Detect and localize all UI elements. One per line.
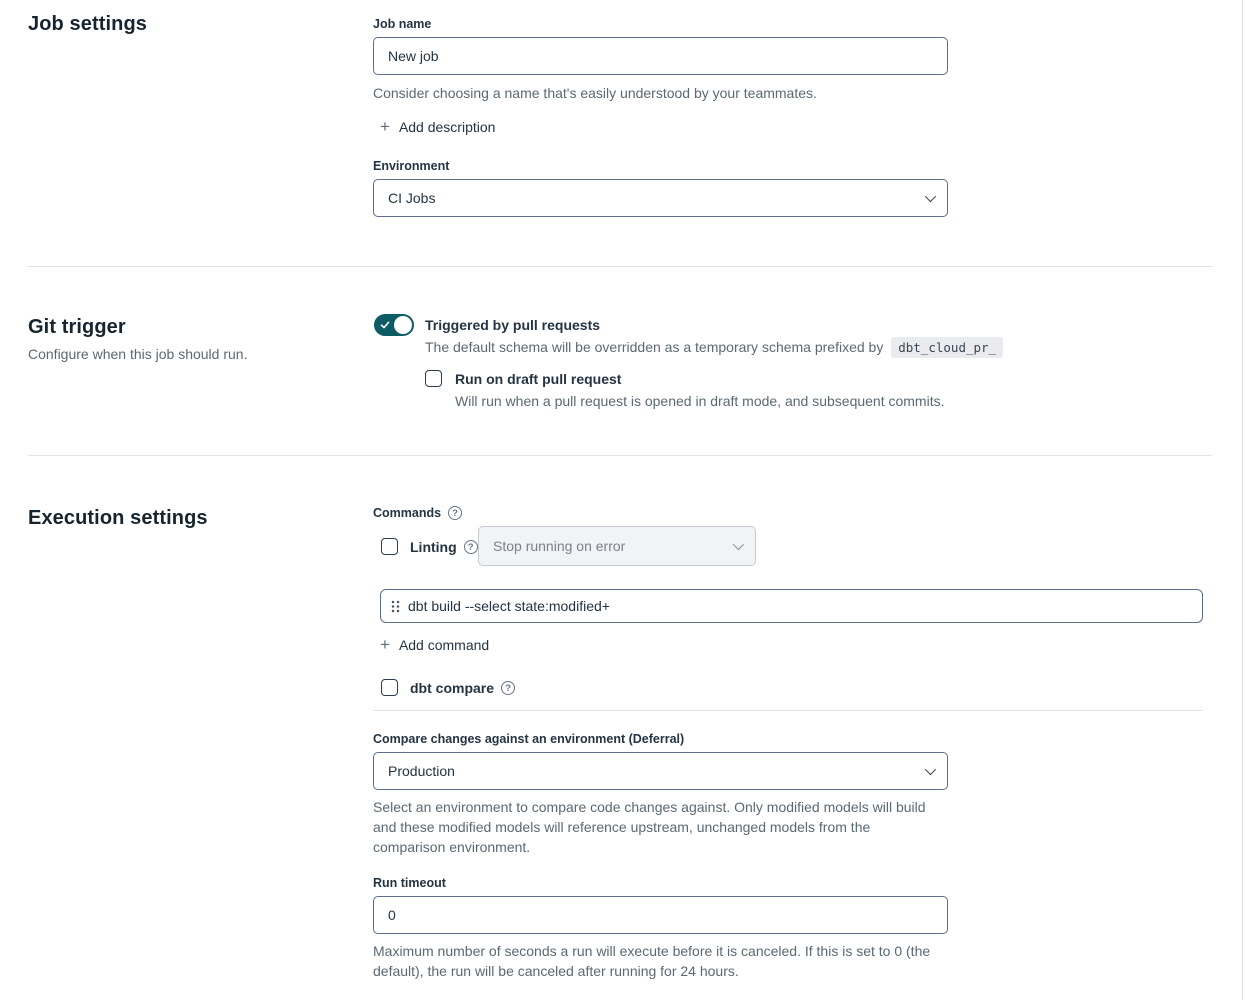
dbt-compare-label-row <box>410 680 515 696</box>
run-timeout-label: Run timeout <box>373 876 446 890</box>
command-row <box>380 589 1203 623</box>
plus-icon: + <box>380 635 390 654</box>
help-icon[interactable]: ? <box>448 506 462 520</box>
add-description-button[interactable] <box>380 118 495 135</box>
linting-label-row <box>410 539 478 555</box>
add-description-label: Add description <box>398 118 496 135</box>
plus-icon: + <box>380 117 390 136</box>
deferral-label: Compare changes against an environment (Deferral) <box>373 732 685 746</box>
chevron-down-icon <box>733 539 744 550</box>
help-icon[interactable]: ? <box>501 681 515 695</box>
dbt-compare-checkbox[interactable] <box>381 679 398 696</box>
pr-trigger-label: Triggered by pull requests <box>425 317 601 333</box>
job-name-helper: Consider choosing a name that's easily understood by your teammates. <box>373 85 817 101</box>
subsection-divider <box>373 710 1203 711</box>
job-settings-title: Job settings <box>28 13 147 35</box>
execution-settings-title: Execution settings <box>28 507 208 529</box>
pr-trigger-helper <box>425 337 1065 358</box>
commands-label: Commands <box>373 506 442 520</box>
linting-behavior-select-value: Stop running on error <box>493 538 626 554</box>
job-name-label: Job name <box>373 17 432 31</box>
dbt-compare-label: dbt compare <box>410 680 495 696</box>
help-icon[interactable]: ? <box>464 540 478 554</box>
drag-handle-icon[interactable] <box>391 600 400 613</box>
run-on-draft-label: Run on draft pull request <box>455 371 622 387</box>
git-trigger-subtitle: Configure when this job should run. <box>28 346 248 362</box>
deferral-helper: Select an environment to compare code changes against. Only modified models will build and these modified models will reference upstream, unchanged models from the comparison environment. <box>373 799 926 855</box>
environment-select-value: CI Jobs <box>388 190 436 206</box>
run-on-draft-helper: Will run when a pull request is opened in draft mode, and subsequent commits. <box>455 393 945 409</box>
command-input[interactable] <box>408 598 1192 614</box>
pr-schema-prefix-chip: dbt_cloud_pr_ <box>891 337 1003 358</box>
deferral-select[interactable] <box>373 752 948 790</box>
run-timeout-helper: Maximum number of seconds a run will execute before it is canceled. If this is set to 0 (the default), the run will be canceled after running for 24 hours. <box>373 943 931 979</box>
check-icon <box>380 320 390 330</box>
environment-select[interactable] <box>373 179 948 217</box>
section-divider <box>28 455 1212 456</box>
run-timeout-input[interactable] <box>373 896 948 934</box>
git-trigger-title: Git trigger <box>28 316 126 338</box>
linting-label: Linting <box>410 539 457 555</box>
deferral-select-value: Production <box>388 763 455 779</box>
job-name-input[interactable] <box>373 37 948 75</box>
chevron-down-icon <box>925 191 936 202</box>
add-command-button[interactable] <box>380 636 489 653</box>
run-on-draft-checkbox[interactable] <box>425 370 442 387</box>
environment-label: Environment <box>373 159 450 173</box>
linting-behavior-select[interactable] <box>478 526 756 566</box>
linting-checkbox[interactable] <box>381 538 398 555</box>
toggle-knob <box>394 316 412 334</box>
pr-trigger-helper-text: The default schema will be overridden as a temporary schema prefixed by <box>425 339 884 355</box>
chevron-down-icon <box>925 764 936 775</box>
section-divider <box>28 266 1212 267</box>
commands-label-row <box>373 506 462 520</box>
pr-trigger-toggle[interactable] <box>374 314 414 336</box>
add-command-label: Add command <box>398 636 490 653</box>
scrollbar[interactable] <box>1242 0 1243 1000</box>
